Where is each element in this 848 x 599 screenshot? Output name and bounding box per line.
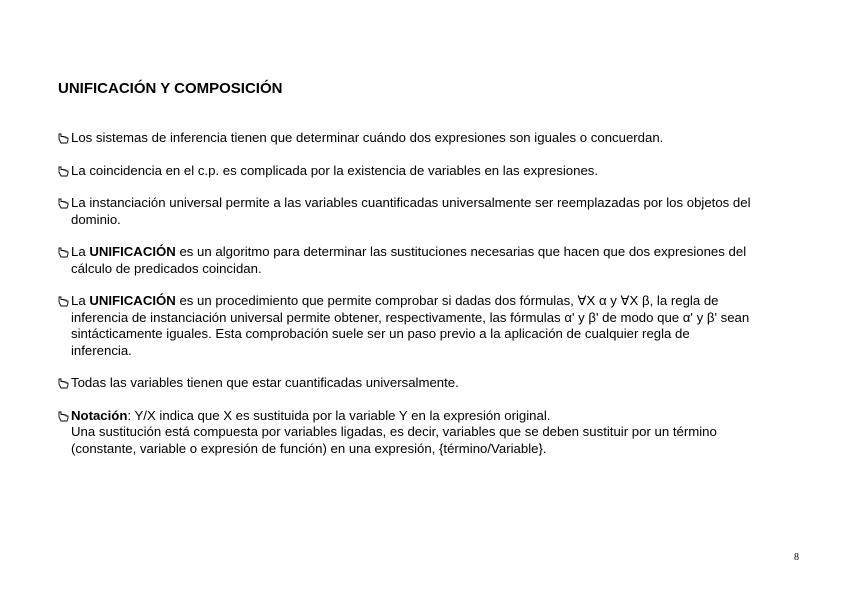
pointing-hand-icon xyxy=(58,411,69,422)
bullet-text: Todas las variables tienen que estar cuantificadas universalmente. xyxy=(71,375,459,390)
bullet-text: es un procedimiento que permite comprobar si dadas dos fórmulas, ∀X α y ∀X β, la regla de xyxy=(175,293,719,308)
bold-term: UNIFICACIÓN xyxy=(89,244,176,259)
bullet-text-line: (constante, variable o expresión de función) en una expresión, {término/Variable}. xyxy=(71,440,547,456)
bullet-item xyxy=(58,130,808,147)
page-number: 8 xyxy=(794,552,799,563)
bullet-text-line xyxy=(71,293,808,310)
bullet-item xyxy=(58,375,808,392)
pointing-hand-icon xyxy=(58,296,69,307)
bullet-text-line: Una sustitución está compuesta por variables ligadas, es decir, variables que se deben sustituir por un término xyxy=(71,424,717,439)
pointing-hand-icon xyxy=(58,198,69,209)
bullet-list xyxy=(58,130,808,473)
bullet-prefix: La xyxy=(71,244,90,259)
bullet-item xyxy=(58,163,808,180)
bullet-text-line: La instanciación universal permite a las variables cuantificadas universalmente ser reemplazadas por los objetos del xyxy=(71,195,751,210)
bullet-item xyxy=(58,293,808,359)
bold-term: UNIFICACIÓN xyxy=(89,293,176,308)
bullet-text-line: inferencia de instanciación universal permite obtener, respectivamente, las fórmulas α' y β' de modo que α' y β' sean xyxy=(71,309,750,325)
bullet-text: Los sistemas de inferencia tienen que determinar cuándo dos expresiones son iguales o concuerdan. xyxy=(71,130,664,145)
bullet-item xyxy=(58,195,808,228)
bullet-text: La coincidencia en el c.p. es complicada por la existencia de variables en las expresiones. xyxy=(71,162,599,178)
page-title: UNIFICACIÓN Y COMPOSICIÓN xyxy=(58,80,283,97)
bullet-text-line xyxy=(71,408,808,425)
pointing-hand-icon xyxy=(58,247,69,258)
bullet-text-line xyxy=(71,244,808,261)
bullet-text-line: inferencia. xyxy=(71,342,132,358)
pointing-hand-icon xyxy=(58,133,69,144)
bullet-text-line: sintácticamente iguales. Esta comprobación suele ser un paso previo a la aplicación de cualquier regla de xyxy=(71,326,690,341)
bold-term: Notación xyxy=(71,407,128,423)
bullet-text-line: dominio. xyxy=(71,211,121,227)
bullet-item xyxy=(58,408,808,458)
bullet-item xyxy=(58,244,808,277)
pointing-hand-icon xyxy=(58,166,69,177)
bullet-text: es un algoritmo para determinar las sustituciones necesarias que hacen que dos expresiones del xyxy=(175,244,747,259)
bullet-prefix: La xyxy=(71,293,90,308)
bullet-text-line: cálculo de predicados coincidan. xyxy=(71,260,262,276)
bullet-text: : Y/X indica que X es sustituida por la variable Y en la expresión original. xyxy=(127,407,551,423)
pointing-hand-icon xyxy=(58,378,69,389)
